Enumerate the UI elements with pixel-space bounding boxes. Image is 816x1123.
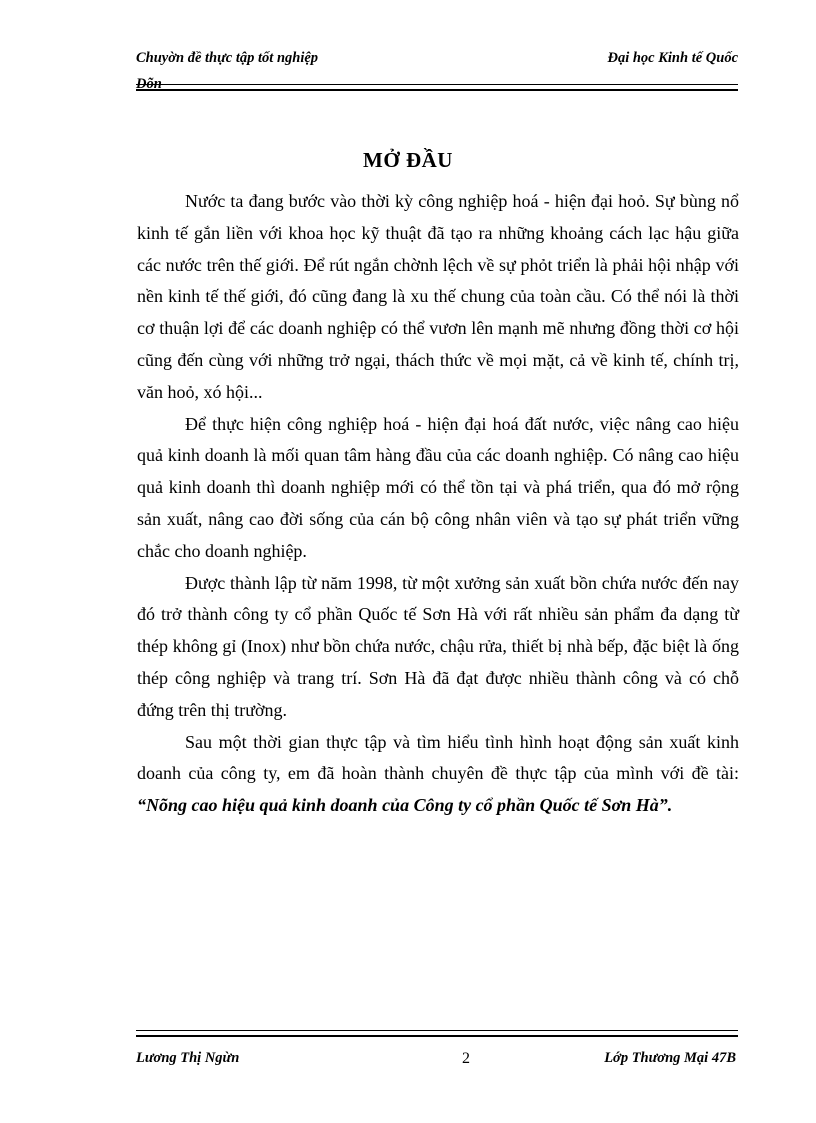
- page-number: 2: [462, 1050, 470, 1067]
- page-title: MỞ ĐẦU: [363, 148, 453, 172]
- paragraph-4: [137, 727, 739, 822]
- header-left-text: Chuyờn đề thực tập tốt nghiệp: [136, 50, 319, 66]
- paragraph-4-text: Sau một thời gian thực tập và tìm hiểu tình hình hoạt động sản xuất kinh doanh của công ty, em đã hoàn thành chuyên đề thực tập của mình với đề tài:: [137, 731, 739, 784]
- paragraph-1: Nước ta đang bước vào thời kỳ công nghiệp hoá - hiện đại hoỏ. Sự bùng nổ kinh tế gắn liền với khoa học kỹ thuật đã tạo ra những khoảng cách lạc hậu giữa các nước trên thế giới. Để rút ngắn chờnh lệch về sự phỏt triển là phải hội nhập với nền kinh tế thế giới, đó cũng đang là xu thế chung của toàn cầu. Có thể nói là thời cơ thuận lợi để các doanh nghiệp có thể vươn lên mạnh mẽ nhưng đồng thời cơ hội cũng đến cùng với những trở ngại, thách thức về mọi mặt, cả về kinh tế, chính trị, văn hoỏ, xó hội...: [137, 191, 739, 402]
- paragraph-2: Để thực hiện công nghiệp hoá - hiện đại hoá đất nước, việc nâng cao hiệu quả kinh doanh là mối quan tâm hàng đầu của các doanh nghiệp. Có nâng cao hiệu quả kinh doanh thì doanh nghiệp mới có thể tồn tại và phá triển, qua đó mở rộng sản xuất, nâng cao đời sống của cán bộ công nhân viên và tạo sự phát triển vững chắc cho doanh nghiệp.: [137, 413, 739, 561]
- paragraph-3: Được thành lập từ năm 1998, từ một xưởng sản xuất bồn chứa nước đến nay đó trở thành công ty cổ phần Quốc tế Sơn Hà với rất nhiều sản phẩm đa dạng từ thép không gỉ (Inox) như bồn chứa nước, chậu rửa, thiết bị nhà bếp, đặc biệt là ống thép công nghiệp và trang trí. Sơn Hà đã đạt được nhiều thành công và có chỗ đứng trên thị trường.: [137, 572, 739, 720]
- body-text: [137, 186, 739, 822]
- footer-author: Lương Thị Ngừn: [136, 1050, 240, 1066]
- header-right-text: Đại học Kinh tế Quốc: [607, 50, 738, 66]
- header-wrap-text: Dõn: [136, 76, 162, 92]
- topic-title: “Nõng cao hiệu quả kinh doanh của Công ty cổ phần Quốc tế Sơn Hà”.: [137, 795, 673, 816]
- footer-class: Lớp Thương Mại 47B: [604, 1050, 736, 1066]
- footer-rule: [136, 1030, 738, 1037]
- header-rule: [136, 84, 738, 91]
